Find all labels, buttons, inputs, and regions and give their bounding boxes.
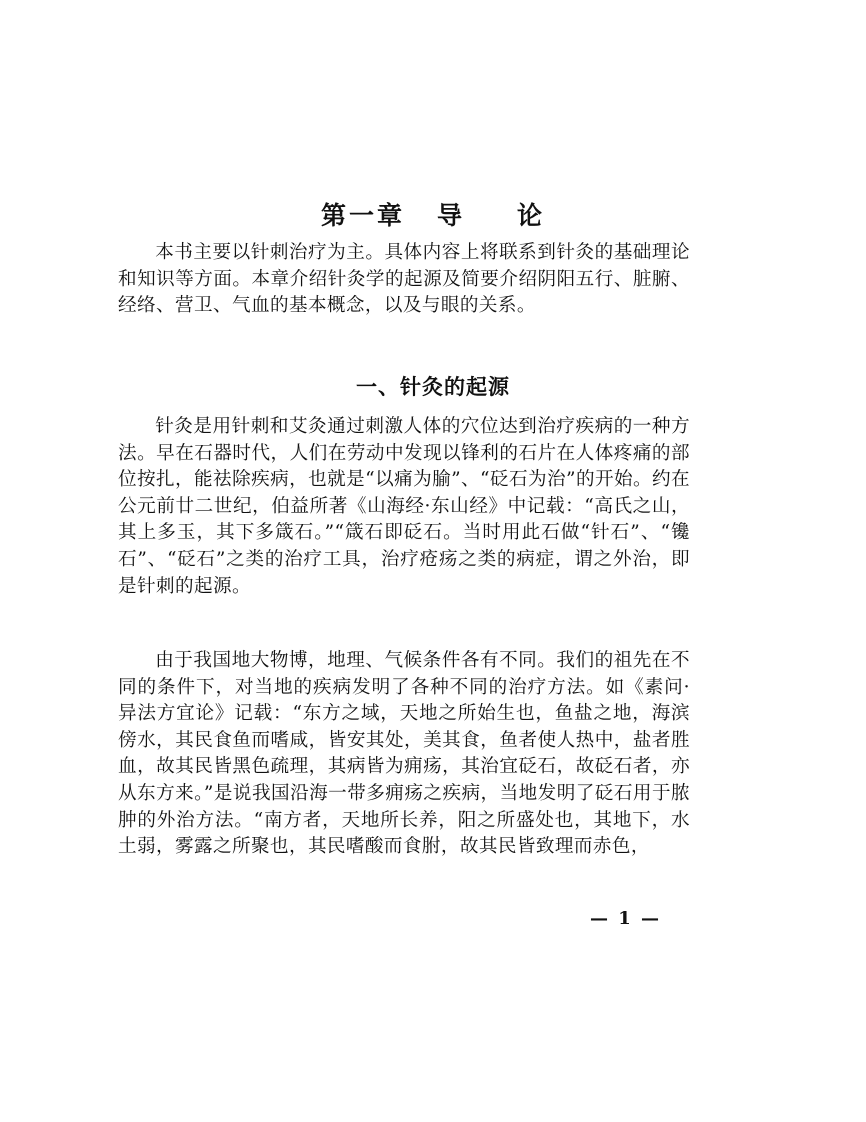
body-paragraph-2: 由于我国地大物博，地理、气候条件各有不同。我们的祖先在不同的条件下，对当地的疾病发明了各种不同的治疗方法。如《素问·异法方宜论》记载：“东方之域，天地之所始生也，鱼盐之地，海滨傍水，其民食鱼而嗜咸，皆安其处，美其食，鱼者使人热中，盐者胜血，故其民皆黑色疏理，其病皆为痈疡，其治宜砭石，故砭石者，亦从东方来。”是说我国沿海一带多痈疡之疾病，当地发明了砭石用于脓肿的外治方法。“南方者，天地所长养，阳之所盛处也，其地下，水土弱，雾露之所聚也，其民嗜酸而食胕，故其民皆致理而赤色， [118,650,690,858]
chapter-title-part1: 导 [436,201,465,230]
page-number: — 1 — [590,908,662,929]
chapter-title [0,196,866,232]
chapter-label: 第一章 [320,201,405,230]
intro-paragraph: 本书主要以针刺治疗为主。具体内容上将联系到针灸的基础理论和知识等方面。本章介绍针灸学的起源及简要介绍阴阳五行、脏腑、经络、营卫、气血的基本概念，以及与眼的关系。 [118,242,690,317]
body-paragraph-1: 针灸是用针刺和艾灸通过刺激人体的穴位达到治疗疾病的一种方法。早在石器时代，人们在劳动中发现以锋利的石片在人体疼痛的部位按扎，能祛除疾病，也就是“以痛为腧”、“砭石为治”的开始。约在公元前廿二世纪，伯益所著《山海经·东山经》中记载：“高氏之山，其上多玉，其下多箴石。”“箴石即砭石。当时用此石做“针石”、“镵石”、“砭石”之类的治疗工具，治疗疮疡之类的病症，谓之外治，即是针刺的起源。 [118,416,690,597]
section-title: 一、针灸的起源 [356,375,510,399]
chapter-title-part2: 论 [517,201,546,230]
